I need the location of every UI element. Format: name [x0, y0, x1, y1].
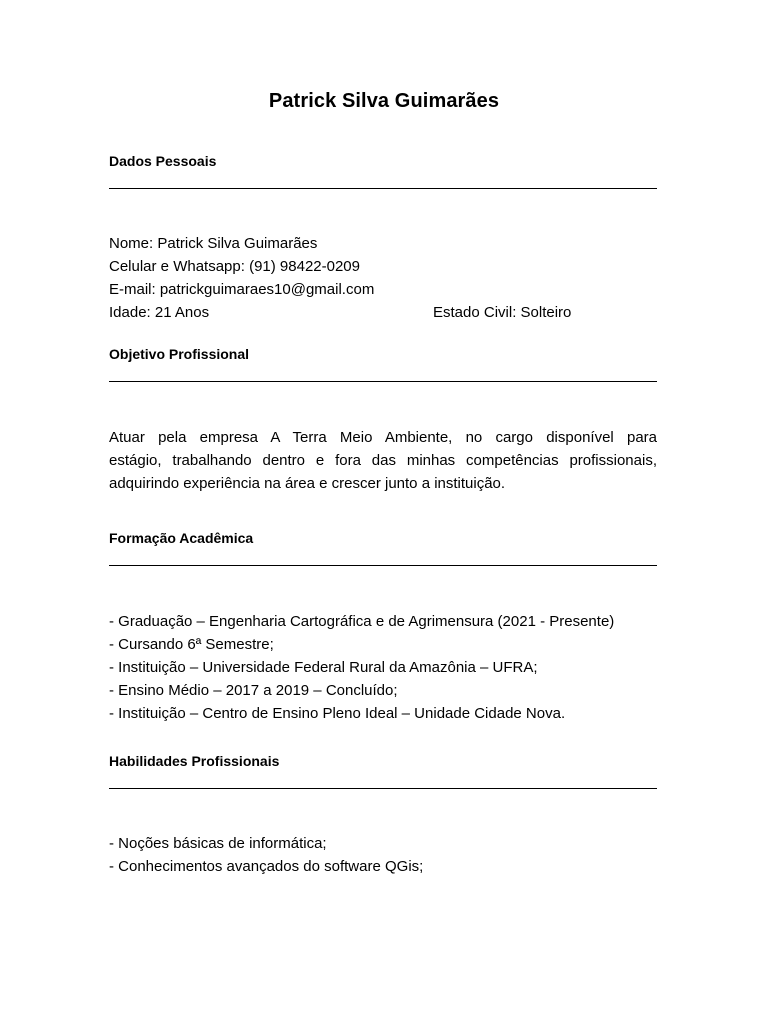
education-list-item: - Graduação – Engenharia Cartográfica e de Agrimensura (2021 - Presente) — [109, 613, 615, 630]
objective-divider — [109, 381, 657, 382]
objective-text-line: Atuar pela empresa A Terra Meio Ambiente, no cargo disponível para — [109, 429, 657, 446]
education-heading: Formação Acadêmica — [109, 530, 254, 546]
page-title: Patrick Silva Guimarães — [268, 90, 500, 112]
civil-status-field: Estado Civil: Solteiro — [433, 304, 572, 321]
objective-heading: Objetivo Profissional — [109, 346, 250, 362]
education-list-item: - Instituição – Universidade Federal Rural da Amazônia – UFRA; — [109, 659, 538, 676]
skills-list-item: - Conhecimentos avançados do software QGis; — [109, 858, 424, 875]
personal-data-divider — [109, 188, 657, 189]
phone-field: Celular e Whatsapp: (91) 98422-0209 — [109, 258, 360, 275]
age-field: Idade: 21 Anos — [109, 304, 210, 321]
education-divider — [109, 565, 657, 566]
education-list-item: - Instituição – Centro de Ensino Pleno Ideal – Unidade Cidade Nova. — [109, 705, 566, 722]
skills-divider — [109, 788, 657, 789]
education-list-item: - Cursando 6ª Semestre; — [109, 636, 274, 653]
skills-list-item: - Noções básicas de informática; — [109, 835, 327, 852]
objective-text-line: adquirindo experiência na área e crescer junto a instituição. — [109, 475, 506, 492]
name-field: Nome: Patrick Silva Guimarães — [109, 235, 318, 252]
objective-text-line: estágio, trabalhando dentro e fora das minhas competências profissionais, — [109, 452, 657, 469]
skills-heading: Habilidades Profissionais — [109, 753, 280, 769]
education-list-item: - Ensino Médio – 2017 a 2019 – Concluído; — [109, 682, 398, 699]
email-field: E-mail: patrickguimaraes10@gmail.com — [109, 281, 375, 298]
personal-data-heading: Dados Pessoais — [109, 153, 217, 169]
